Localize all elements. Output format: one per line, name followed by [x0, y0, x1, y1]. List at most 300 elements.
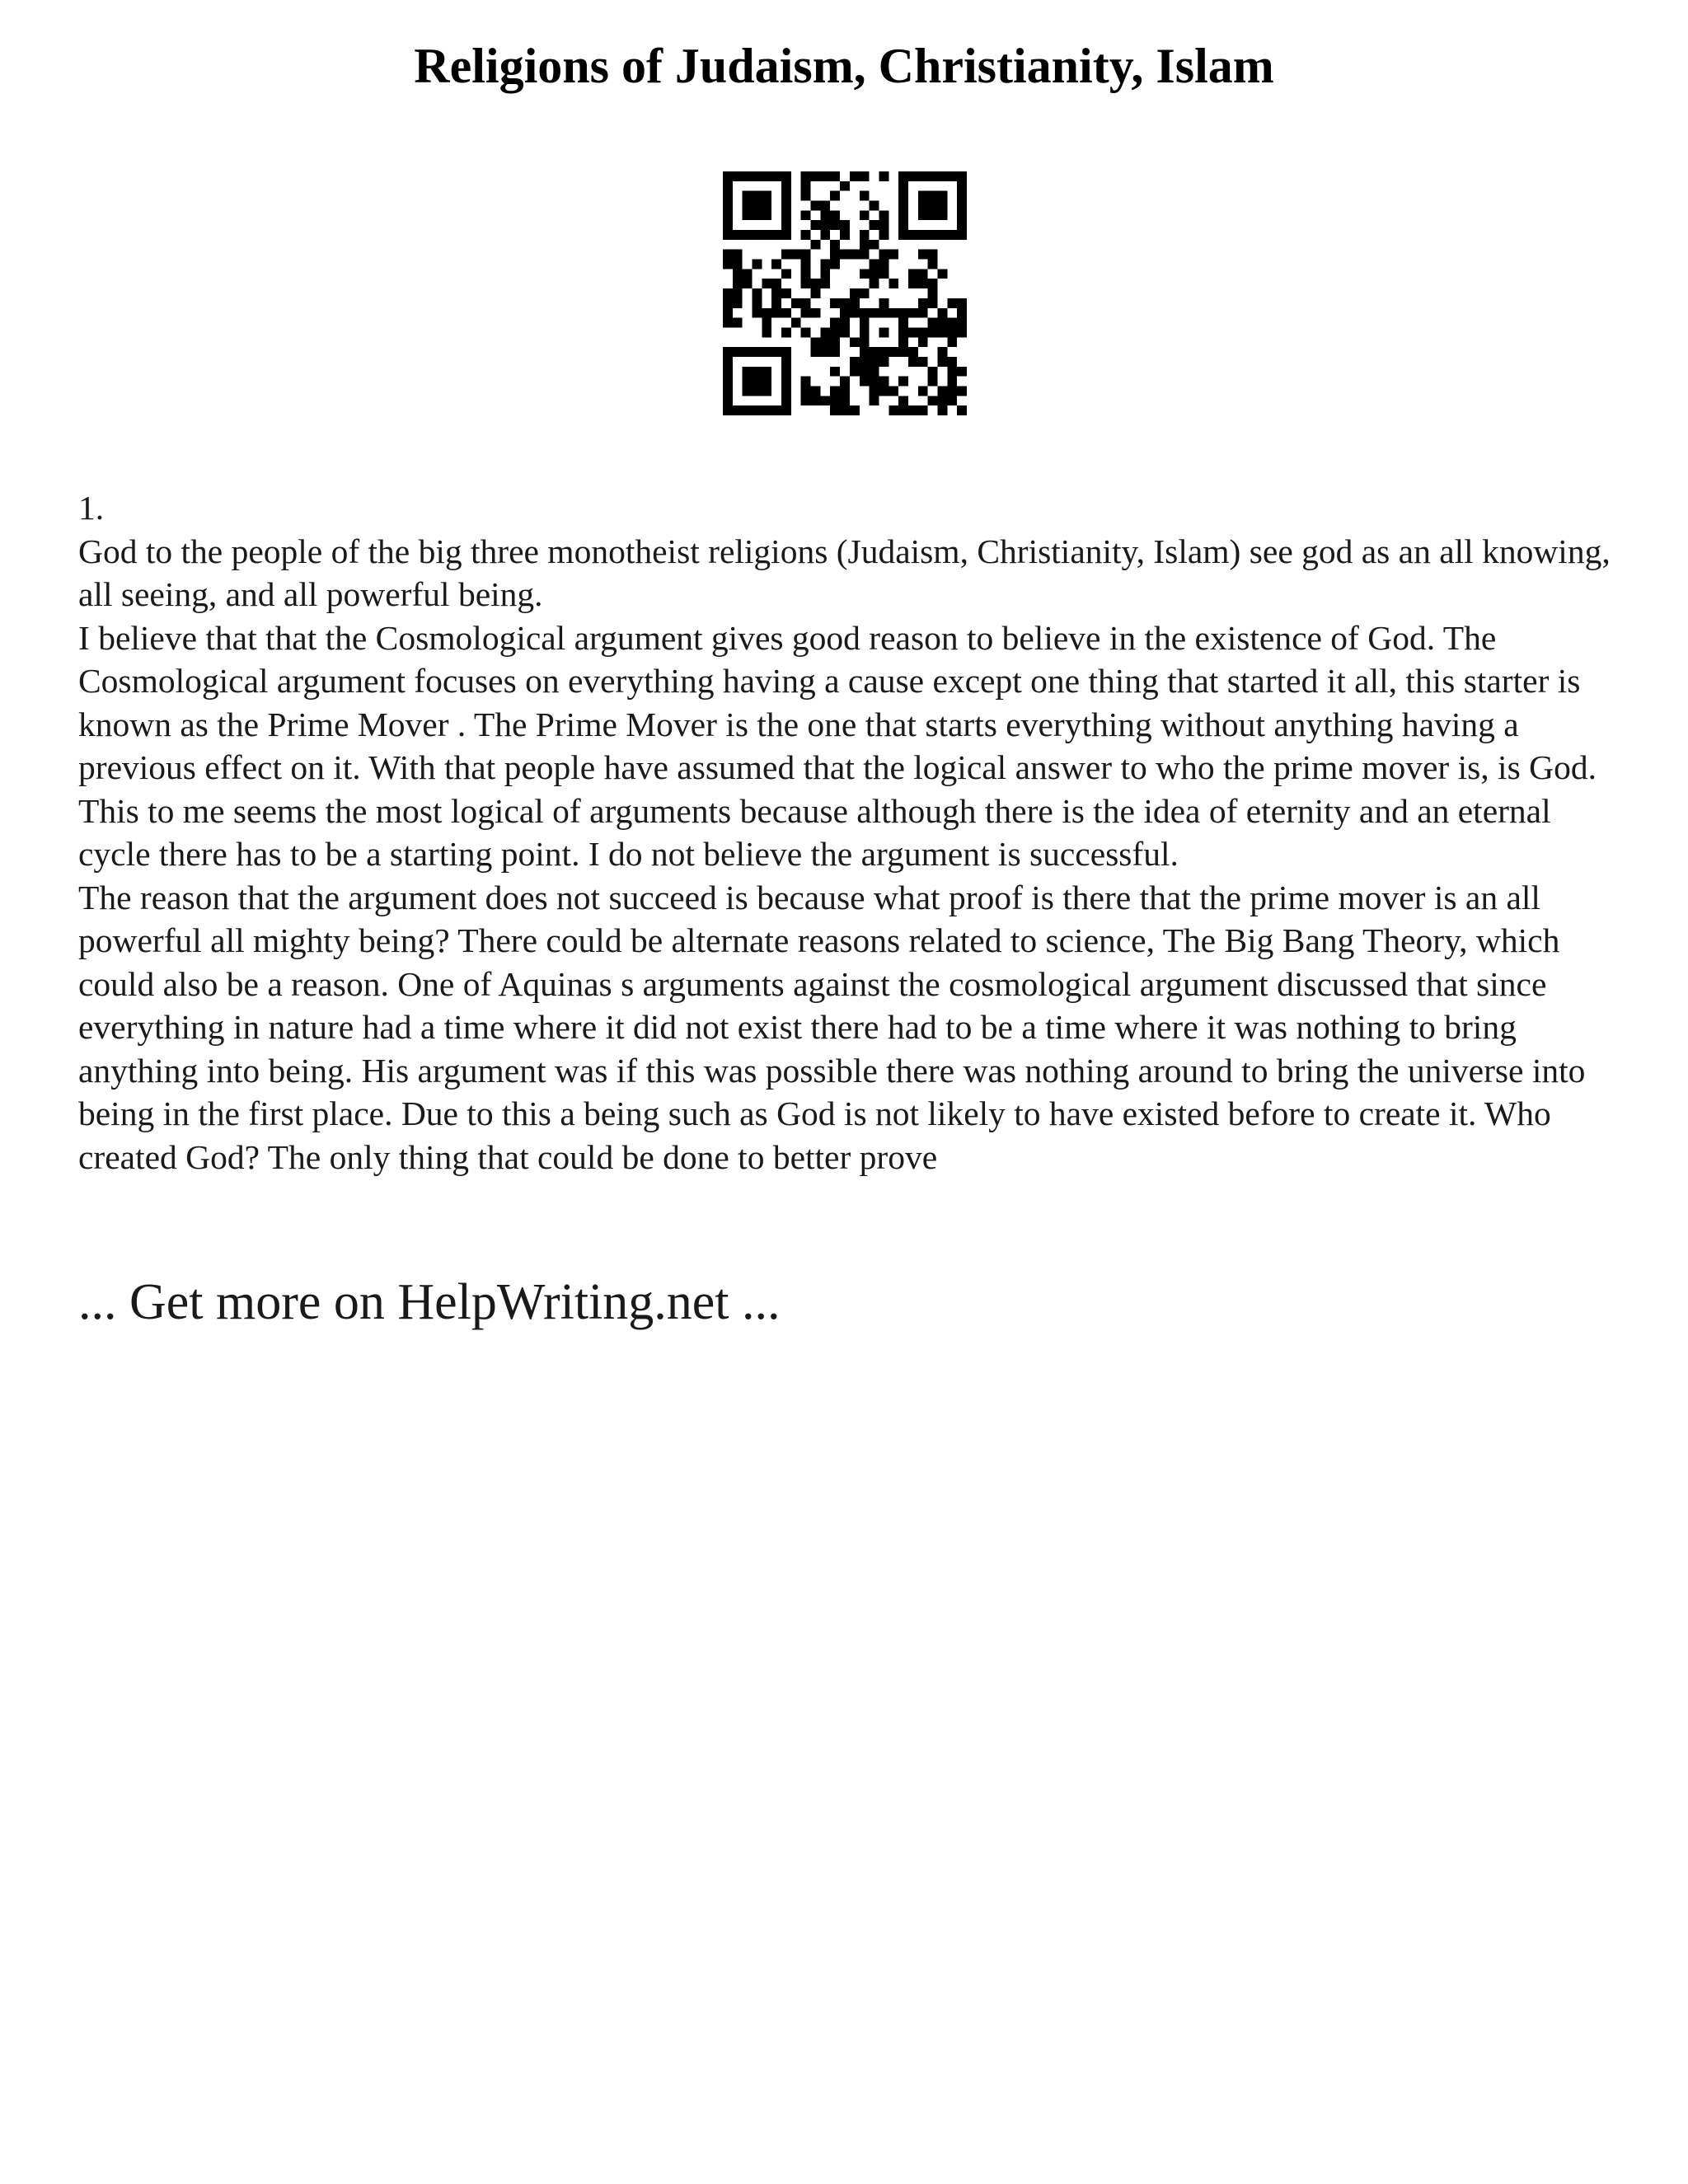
qr-module [801, 298, 811, 308]
qr-module [723, 405, 733, 415]
qr-module [781, 230, 791, 240]
qr-module [870, 396, 879, 405]
qr-module [918, 327, 928, 337]
qr-module [723, 396, 733, 405]
qr-module [830, 260, 840, 269]
qr-module [918, 298, 928, 308]
qr-module [820, 210, 830, 220]
qr-module [820, 269, 830, 279]
qr-module [898, 327, 908, 337]
qr-module [781, 405, 791, 415]
qr-module [908, 405, 918, 415]
qr-module [840, 220, 850, 230]
qr-module [753, 298, 762, 308]
qr-module [928, 288, 938, 298]
qr-module [860, 377, 870, 387]
qr-module [743, 347, 753, 357]
qr-module [811, 240, 821, 250]
qr-module [918, 337, 928, 347]
qr-module [879, 308, 889, 318]
qr-module [870, 308, 879, 318]
qr-module [947, 318, 957, 328]
qr-module [879, 377, 889, 387]
qr-module [957, 191, 967, 201]
qr-module [811, 308, 821, 318]
qr-module [840, 298, 850, 308]
qr-module [898, 181, 908, 191]
qr-module [762, 230, 771, 240]
qr-module [723, 386, 733, 396]
qr-module [840, 308, 850, 318]
qr-module [753, 347, 762, 357]
qr-module [879, 298, 889, 308]
qr-module [743, 386, 753, 396]
qr-module [723, 230, 733, 240]
qr-module [781, 288, 791, 298]
qr-module [937, 230, 947, 240]
qr-module [801, 279, 811, 288]
qr-module [743, 269, 753, 279]
qr-module [771, 298, 781, 308]
qr-module [908, 308, 918, 318]
qr-module [957, 308, 967, 318]
qr-module [928, 298, 938, 308]
qr-module [957, 298, 967, 308]
qr-module [898, 405, 908, 415]
qr-module [879, 210, 889, 220]
qr-module [771, 308, 781, 318]
qr-module [743, 201, 753, 211]
qr-module [928, 210, 938, 220]
qr-module [781, 201, 791, 211]
qr-module [928, 367, 938, 377]
qr-module [820, 230, 830, 240]
qr-module [830, 210, 840, 220]
qr-module [908, 230, 918, 240]
qr-module [723, 260, 733, 269]
qr-module [879, 220, 889, 230]
qr-module [870, 386, 879, 396]
qr-module [733, 298, 743, 308]
qr-module [928, 230, 938, 240]
qr-module [753, 230, 762, 240]
document-title: Religions of Judaism, Christianity, Islam [414, 39, 1274, 93]
qr-module [870, 377, 879, 387]
qr-module [733, 318, 743, 328]
qr-module [791, 250, 801, 260]
qr-module [879, 250, 889, 260]
qr-module [860, 318, 870, 328]
qr-module [957, 405, 967, 415]
qr-module [801, 210, 811, 220]
qr-module [733, 171, 743, 181]
qr-module [928, 396, 938, 405]
qr-module [908, 327, 918, 337]
qr-module [947, 230, 957, 240]
qr-module [928, 327, 938, 337]
qr-module [723, 367, 733, 377]
qr-module [840, 386, 850, 396]
qr-module [753, 367, 762, 377]
qr-code-graphic [723, 171, 967, 415]
qr-module [723, 181, 733, 191]
qr-module [928, 171, 938, 181]
qr-module [820, 327, 830, 337]
qr-module [830, 396, 840, 405]
qr-module [937, 357, 947, 367]
qr-module [870, 279, 879, 288]
qr-module [928, 201, 938, 211]
qr-module [947, 337, 957, 347]
qr-module [957, 367, 967, 377]
qr-module [762, 405, 771, 415]
qr-module [840, 318, 850, 328]
qr-module [820, 279, 830, 288]
paragraph-3: The reason that the argument does not succeed is because what proof is there that the prime mover is an all powerful all mighty being? There could be alternate reasons related to science, The Big Bang Theory, which could also be a reason. One of Aquinas s arguments against the cosmological argument discussed that since everything in nature had a time where it did not exist there had to be a time where it was nothing to bring anything into being. His argument was if this was possible there was nothing around to bring the universe into being in the first place. Due to this a being such as God is not likely to have existed before to create it. Who created God? The only thing that could be done to better prove [78, 878, 1586, 1176]
qr-module [860, 210, 870, 220]
qr-module [898, 318, 908, 328]
qr-module [928, 377, 938, 387]
qr-module [908, 269, 918, 279]
qr-module [860, 337, 870, 347]
qr-module [762, 347, 771, 357]
qr-module [743, 377, 753, 387]
qr-module [733, 405, 743, 415]
qr-module [898, 308, 908, 318]
qr-module [830, 337, 840, 347]
qr-module [723, 298, 733, 308]
qr-module [840, 181, 850, 191]
qr-module [781, 377, 791, 387]
qr-module [801, 260, 811, 269]
qr-module [733, 230, 743, 240]
get-more-link[interactable]: ... Get more on HelpWriting.net ... [78, 1274, 781, 1330]
qr-module [781, 367, 791, 377]
qr-module [840, 250, 850, 260]
qr-module [781, 308, 791, 318]
qr-module [850, 357, 860, 367]
qr-module [937, 318, 947, 328]
item-number: 1. [78, 489, 105, 527]
qr-module [928, 250, 938, 260]
qr-module [957, 171, 967, 181]
qr-module [947, 171, 957, 181]
qr-module [860, 357, 870, 367]
qr-module [723, 288, 733, 298]
qr-module [791, 318, 801, 328]
qr-module [723, 357, 733, 367]
qr-module [908, 279, 918, 288]
qr-module [860, 240, 870, 250]
qr-module [811, 396, 821, 405]
qr-module [801, 327, 811, 337]
qr-module [781, 191, 791, 201]
qr-module [733, 347, 743, 357]
qr-module [762, 201, 771, 211]
qr-module [957, 318, 967, 328]
qr-module [801, 230, 811, 240]
qr-module [820, 171, 830, 181]
qr-module [889, 279, 898, 288]
qr-module [918, 386, 928, 396]
qr-module [820, 260, 830, 269]
qr-module [937, 191, 947, 201]
qr-module [733, 269, 743, 279]
qr-module [723, 191, 733, 201]
qr-module [879, 171, 889, 181]
qr-module [830, 318, 840, 328]
qr-module [918, 210, 928, 220]
qr-module [889, 405, 898, 415]
qr-module [870, 347, 879, 357]
qr-module [753, 191, 762, 201]
qr-module [898, 347, 908, 357]
qr-module [870, 367, 879, 377]
qr-module [889, 308, 898, 318]
qr-module [811, 337, 821, 347]
qr-module [898, 377, 908, 387]
qr-module [753, 201, 762, 211]
qr-module [830, 250, 840, 260]
qr-module [811, 201, 821, 211]
qr-module [811, 279, 821, 288]
qr-module [957, 220, 967, 230]
qr-module [811, 386, 821, 396]
qr-module [918, 308, 928, 318]
qr-module [947, 367, 957, 377]
qr-module [870, 357, 879, 367]
qr-module [860, 269, 870, 279]
qr-module [879, 269, 889, 279]
qr-module [781, 269, 791, 279]
qr-module [801, 377, 811, 387]
qr-module [860, 230, 870, 240]
paragraph-1: God to the people of the big three monotheist religions (Judaism, Christianity, Islam) see god as an all knowing, all seeing, and all powerful being. [78, 532, 1611, 613]
qr-module [898, 210, 908, 220]
qr-module [733, 260, 743, 269]
qr-module [957, 210, 967, 220]
qr-module [781, 181, 791, 191]
qr-module [840, 405, 850, 415]
qr-module [830, 386, 840, 396]
qr-module [830, 240, 840, 250]
qr-module [762, 377, 771, 387]
qr-module [879, 327, 889, 337]
qr-module [947, 357, 957, 367]
qr-module [811, 288, 821, 298]
qr-module [723, 210, 733, 220]
qr-module [771, 288, 781, 298]
qr-module [870, 240, 879, 250]
qr-module [781, 250, 791, 260]
qr-module [840, 230, 850, 240]
qr-module [918, 269, 928, 279]
qr-module [850, 171, 860, 181]
qr-module [753, 308, 762, 318]
qr-module [850, 250, 860, 260]
qr-module [801, 171, 811, 181]
qr-module [850, 337, 860, 347]
qr-module [830, 171, 840, 181]
qr-code-icon[interactable] [723, 171, 967, 415]
qr-module [743, 210, 753, 220]
qr-module [908, 347, 918, 357]
qr-module [723, 318, 733, 328]
qr-module [801, 250, 811, 260]
qr-module [850, 298, 860, 308]
qr-module [801, 181, 811, 191]
qr-module [762, 279, 771, 288]
qr-module [743, 191, 753, 201]
qr-module [743, 367, 753, 377]
qr-module [860, 367, 870, 377]
qr-module [860, 327, 870, 337]
qr-module [889, 250, 898, 260]
qr-module [791, 298, 801, 308]
qr-module [860, 288, 870, 298]
qr-module [840, 377, 850, 387]
qr-module [898, 220, 908, 230]
qr-module [908, 357, 918, 367]
qr-module [820, 396, 830, 405]
qr-module [771, 347, 781, 357]
qr-module [762, 308, 771, 318]
qr-module [811, 171, 821, 181]
qr-module [850, 308, 860, 318]
qr-module [879, 347, 889, 357]
qr-module [723, 171, 733, 181]
qr-module [753, 210, 762, 220]
qr-module [820, 337, 830, 347]
qr-module [928, 279, 938, 288]
qr-module [889, 347, 898, 357]
qr-module [733, 250, 743, 260]
qr-module [801, 308, 811, 318]
qr-module [870, 260, 879, 269]
qr-module [753, 405, 762, 415]
qr-module [820, 201, 830, 211]
qr-module [771, 405, 781, 415]
qr-module [771, 171, 781, 181]
qr-module [830, 327, 840, 337]
qr-module [811, 347, 821, 357]
qr-module [723, 377, 733, 387]
qr-module [753, 171, 762, 181]
qr-module [762, 327, 771, 337]
qr-module [898, 337, 908, 347]
qr-module [830, 220, 840, 230]
qr-module [860, 171, 870, 181]
qr-module [840, 396, 850, 405]
qr-module [937, 386, 947, 396]
qr-module [830, 191, 840, 201]
qr-module [947, 386, 957, 396]
qr-module [937, 396, 947, 405]
qr-module [781, 210, 791, 220]
document-body [78, 486, 1628, 1179]
qr-module [918, 171, 928, 181]
qr-module [820, 347, 830, 357]
qr-module [840, 327, 850, 337]
qr-module [723, 347, 733, 357]
qr-module [898, 171, 908, 181]
qr-module [860, 347, 870, 357]
qr-module [723, 250, 733, 260]
qr-module [918, 357, 928, 367]
qr-module [830, 298, 840, 308]
qr-module [860, 308, 870, 318]
qr-module [937, 201, 947, 211]
qr-module [781, 220, 791, 230]
qr-module [762, 386, 771, 396]
qr-module [879, 230, 889, 240]
qr-module [781, 327, 791, 337]
qr-module [957, 230, 967, 240]
qr-module [947, 396, 957, 405]
qr-module [830, 405, 840, 415]
paragraph-2: I believe that that the Cosmological argument gives good reason to believe in the existence of God. The Cosmological argument focuses on everything having a cause except one thing that started it all, this starter is known as the Prime Mover . The Prime Mover is the one that starts everything without anything having a previous effect on it. With that people have assumed that the logical answer to who the prime mover is, is God. This to me seems the most logical of arguments because although there is the idea of eternity and an eternal cycle there has to be a starting point. I do not believe the argument is successful. [78, 618, 1597, 873]
qr-module [801, 396, 811, 405]
qr-module [870, 269, 879, 279]
qr-module [753, 260, 762, 269]
qr-module [937, 347, 947, 357]
qr-module [957, 181, 967, 191]
qr-module [957, 327, 967, 337]
qr-module [937, 327, 947, 337]
qr-module [850, 288, 860, 298]
qr-module [762, 191, 771, 201]
qr-module [733, 279, 743, 288]
qr-module [860, 191, 870, 201]
qr-module [898, 201, 908, 211]
qr-module [928, 260, 938, 269]
qr-module [830, 367, 840, 377]
qr-module [928, 191, 938, 201]
qr-module [850, 367, 860, 377]
qr-module [723, 220, 733, 230]
qr-module [898, 191, 908, 201]
qr-module [928, 318, 938, 328]
qr-module [908, 171, 918, 181]
qr-module [918, 250, 928, 260]
qr-module [762, 210, 771, 220]
qr-module [781, 396, 791, 405]
qr-module [850, 405, 860, 415]
qr-module [771, 260, 781, 269]
qr-module [781, 386, 791, 396]
qr-module [947, 377, 957, 387]
qr-module [743, 405, 753, 415]
qr-module [762, 367, 771, 377]
qr-module [870, 220, 879, 230]
qr-module [771, 279, 781, 288]
qr-module [937, 171, 947, 181]
qr-module [937, 405, 947, 415]
qr-module [771, 230, 781, 240]
qr-module [801, 269, 811, 279]
qr-module [781, 357, 791, 367]
qr-module [937, 210, 947, 220]
qr-module [811, 220, 821, 230]
qr-module [801, 386, 811, 396]
qr-module [937, 269, 947, 279]
qr-module [753, 288, 762, 298]
qr-module [860, 250, 870, 260]
qr-module [723, 201, 733, 211]
qr-module [957, 201, 967, 211]
qr-module [918, 230, 928, 240]
qr-module [870, 201, 879, 211]
